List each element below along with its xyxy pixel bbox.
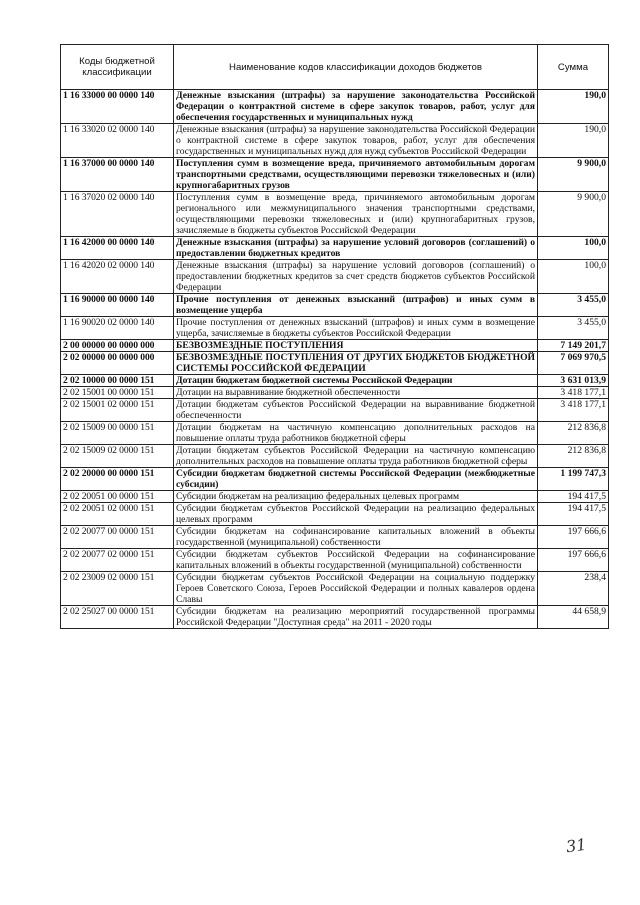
name-cell: Дотации бюджетам на частичную компенсацию дополнительных расходов на повышение оплаты труда работников бюджетной сферы xyxy=(174,422,538,445)
sum-cell: 190,0 xyxy=(538,124,609,158)
table-row xyxy=(61,192,609,237)
sum-cell: 194 417,5 xyxy=(538,503,609,526)
sum-cell: 9 900,0 xyxy=(538,192,609,237)
page-number: 31 xyxy=(564,834,588,857)
table-header xyxy=(61,45,609,90)
table-row xyxy=(61,317,609,340)
name-cell: Дотации бюджетам субъектов Российской Федерации на выравнивание бюджетной обеспеченности xyxy=(174,399,538,422)
budget-revenue-table xyxy=(60,44,609,629)
sum-cell: 7 149 201,7 xyxy=(538,340,609,352)
table-row xyxy=(61,422,609,445)
code-cell: 2 02 15001 00 0000 151 xyxy=(61,387,174,399)
sum-cell: 197 666,6 xyxy=(538,526,609,549)
sum-cell: 3 418 177,1 xyxy=(538,387,609,399)
name-cell: Денежные взыскания (штрафы) за нарушение условий договоров (соглашений) о предоставлении бюджетных кредитов за счет средств бюджетов субъектов Российской Федерации xyxy=(174,260,538,294)
sum-cell: 190,0 xyxy=(538,90,609,124)
sum-cell: 212 836,8 xyxy=(538,422,609,445)
name-cell: Субсидии бюджетам на софинансирование капитальных вложений в объекты государственной (муниципальной) собственности xyxy=(174,526,538,549)
sum-cell: 212 836,8 xyxy=(538,445,609,468)
name-cell: Дотации на выравнивание бюджетной обеспеченности xyxy=(174,387,538,399)
code-cell: 2 02 10000 00 0000 151 xyxy=(61,375,174,387)
name-cell: Дотации бюджетам бюджетной системы Российской Федерации xyxy=(174,375,538,387)
header-row xyxy=(61,45,609,90)
table-row xyxy=(61,124,609,158)
header-sum: Сумма xyxy=(538,45,609,90)
header-name: Наименование кодов классификации доходов бюджетов xyxy=(174,45,538,90)
code-cell: 2 02 15001 02 0000 151 xyxy=(61,399,174,422)
sum-cell: 197 666,6 xyxy=(538,549,609,572)
table-row xyxy=(61,237,609,260)
code-cell: 2 02 20077 00 0000 151 xyxy=(61,526,174,549)
name-cell: БЕЗВОЗМЕЗДНЫЕ ПОСТУПЛЕНИЯ xyxy=(174,340,538,352)
table-row xyxy=(61,549,609,572)
table-row xyxy=(61,387,609,399)
sum-cell: 7 069 970,5 xyxy=(538,352,609,375)
sum-cell: 3 418 177,1 xyxy=(538,399,609,422)
table-row xyxy=(61,526,609,549)
table-row xyxy=(61,399,609,422)
sum-cell: 9 900,0 xyxy=(538,158,609,192)
name-cell: Денежные взыскания (штрафы) за нарушение законодательства Российской Федерации о контрактной системе в сфере закупок товаров, работ, услуг для обеспечения государственных и муниципальных нужд для нужд субъектов Российской Федерации xyxy=(174,124,538,158)
sum-cell: 100,0 xyxy=(538,260,609,294)
name-cell: Субсидии бюджетам на реализацию мероприятий государственной программы Российской Федерации "Доступная среда" на 2011 - 2020 годы xyxy=(174,606,538,629)
code-cell: 1 16 42020 02 0000 140 xyxy=(61,260,174,294)
code-cell: 1 16 90020 02 0000 140 xyxy=(61,317,174,340)
table-row xyxy=(61,445,609,468)
name-cell: Поступления сумм в возмещение вреда, причиняемого автомобильным дорогам регионального или межмуниципального значения транспортными средствами, осуществляющими перевозки тяжеловесных и (или) крупногабаритных грузов, зачисляемые в бюджеты субъектов Российской Федерации xyxy=(174,192,538,237)
code-cell: 2 02 20051 00 0000 151 xyxy=(61,491,174,503)
sum-cell: 3 455,0 xyxy=(538,294,609,317)
name-cell: Субсидии бюджетам бюджетной системы Российской Федерации (межбюджетные субсидии) xyxy=(174,468,538,491)
code-cell: 2 02 23009 02 0000 151 xyxy=(61,572,174,606)
name-cell: Поступления сумм в возмещение вреда, причиняемого автомобильным дорогам транспортными средствами, осуществляющими перевозки тяжеловесных и (или) крупногабаритных грузов xyxy=(174,158,538,192)
code-cell: 2 02 20077 02 0000 151 xyxy=(61,549,174,572)
sum-cell: 44 658,9 xyxy=(538,606,609,629)
name-cell: Дотации бюджетам субъектов Российской Федерации на частичную компенсацию дополнительных расходов на повышение оплаты труда работников бюджетной сферы xyxy=(174,445,538,468)
code-cell: 1 16 37020 02 0000 140 xyxy=(61,192,174,237)
table-row xyxy=(61,491,609,503)
header-code: Коды бюджетной классификации xyxy=(61,45,174,90)
name-cell: Субсидии бюджетам субъектов Российской Федерации на софинансирование капитальных вложений в объекты государственной (муниципальной) собственности xyxy=(174,549,538,572)
table-body xyxy=(61,90,609,629)
table-row xyxy=(61,375,609,387)
code-cell: 2 02 15009 02 0000 151 xyxy=(61,445,174,468)
table-row xyxy=(61,572,609,606)
table-row xyxy=(61,606,609,629)
sum-cell: 194 417,5 xyxy=(538,491,609,503)
code-cell: 2 02 25027 00 0000 151 xyxy=(61,606,174,629)
code-cell: 1 16 33020 02 0000 140 xyxy=(61,124,174,158)
code-cell: 1 16 37000 00 0000 140 xyxy=(61,158,174,192)
table-row xyxy=(61,90,609,124)
code-cell: 2 02 20051 02 0000 151 xyxy=(61,503,174,526)
name-cell: Субсидии бюджетам субъектов Российской Федерации на социальную поддержку Героев Советского Союза, Героев Российской Федерации и полных кавалеров ордена Славы xyxy=(174,572,538,606)
code-cell: 2 02 00000 00 0000 000 xyxy=(61,352,174,375)
sum-cell: 3 455,0 xyxy=(538,317,609,340)
name-cell: Денежные взыскания (штрафы) за нарушение законодательства Российской Федерации о контрактной системе в сфере закупок товаров, работ, услуг для обеспечения государственных и муниципальных нужд xyxy=(174,90,538,124)
code-cell: 2 00 00000 00 0000 000 xyxy=(61,340,174,352)
name-cell: Денежные взыскания (штрафы) за нарушение условий договоров (соглашений) о предоставлении бюджетных кредитов xyxy=(174,237,538,260)
code-cell: 2 02 15009 00 0000 151 xyxy=(61,422,174,445)
table-row xyxy=(61,503,609,526)
name-cell: Прочие поступления от денежных взысканий (штрафов) и иных сумм в возмещение ущерба xyxy=(174,294,538,317)
sum-cell: 100,0 xyxy=(538,237,609,260)
table-row xyxy=(61,158,609,192)
code-cell: 2 02 20000 00 0000 151 xyxy=(61,468,174,491)
name-cell: Прочие поступления от денежных взысканий (штрафов) и иных сумм в возмещение ущерба, зачисляемые в бюджеты субъектов Российской Федерации xyxy=(174,317,538,340)
sum-cell: 3 631 013,9 xyxy=(538,375,609,387)
name-cell: БЕЗВОЗМЕЗДНЫЕ ПОСТУПЛЕНИЯ ОТ ДРУГИХ БЮДЖЕТОВ БЮДЖЕТНОЙ СИСТЕМЫ РОССИЙСКОЙ ФЕДЕРАЦИИ xyxy=(174,352,538,375)
code-cell: 1 16 42000 00 0000 140 xyxy=(61,237,174,260)
table-row xyxy=(61,352,609,375)
sum-cell: 1 199 747,3 xyxy=(538,468,609,491)
name-cell: Субсидии бюджетам субъектов Российской Федерации на реализацию федеральных целевых программ xyxy=(174,503,538,526)
sum-cell: 238,4 xyxy=(538,572,609,606)
table-row xyxy=(61,260,609,294)
table-row xyxy=(61,340,609,352)
code-cell: 1 16 33000 00 0000 140 xyxy=(61,90,174,124)
name-cell: Субсидии бюджетам на реализацию федеральных целевых программ xyxy=(174,491,538,503)
code-cell: 1 16 90000 00 0000 140 xyxy=(61,294,174,317)
table-row xyxy=(61,468,609,491)
table-row xyxy=(61,294,609,317)
